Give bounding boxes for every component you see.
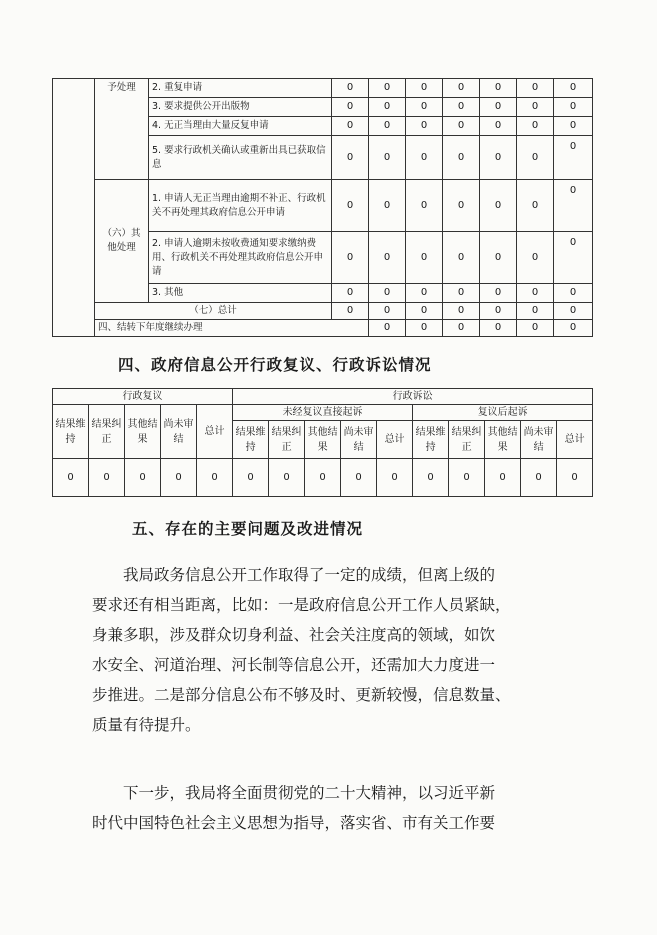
- cell-value: 0: [406, 79, 443, 98]
- cell-value: 0: [554, 303, 593, 320]
- cell-value: 0: [332, 232, 369, 284]
- cell-value: 0: [517, 284, 554, 303]
- row-label: 5. 要求行政机关确认或重新出具已获取信息: [149, 136, 332, 180]
- cell-value: 0: [517, 320, 554, 337]
- cell-value: 0: [406, 117, 443, 136]
- cell-value: 0: [480, 79, 517, 98]
- paragraph-line: 步推进。二是部分信息公布不够及时、更新较慢，信息数量、: [92, 686, 511, 704]
- cell-value: 0: [369, 180, 406, 232]
- cell-value: 0: [517, 180, 554, 232]
- cell-value: 0: [554, 232, 593, 284]
- table-row: [53, 459, 593, 497]
- column-header: 结果维持: [233, 421, 269, 459]
- category-label: 予处理: [95, 79, 149, 180]
- column-header: 结果维持: [53, 405, 89, 459]
- cell-value: 0: [480, 232, 517, 284]
- cell-value: 0: [406, 180, 443, 232]
- paragraph-line: 下一步，我局将全面贯彻党的二十大精神，以习近平新: [123, 784, 496, 802]
- cell-value: 0: [233, 459, 269, 497]
- cell-value: 0: [443, 320, 480, 337]
- cell-value: 0: [369, 79, 406, 98]
- cell-value: 0: [406, 303, 443, 320]
- row-label: 3. 要求提供公开出版物: [149, 98, 332, 117]
- cell-value: 0: [517, 98, 554, 117]
- column-header: 总计: [377, 421, 413, 459]
- carry-over-row: [53, 320, 593, 337]
- column-header: 总计: [557, 421, 593, 459]
- row-label: 2. 重复申请: [149, 79, 332, 98]
- cell-value: 0: [305, 459, 341, 497]
- section5-heading: 五、存在的主要问题及改进情况: [132, 520, 364, 538]
- table-header-row: [53, 389, 593, 405]
- total-row: [53, 303, 593, 320]
- paragraph-line: 要求还有相当距离，比如：一是政府信息公开工作人员紧缺，: [92, 596, 511, 614]
- admin-review-header: 行政复议: [53, 389, 233, 405]
- paragraph-line: 我局政务信息公开工作取得了一定的成绩，但离上级的: [123, 566, 496, 584]
- cell-value: 0: [53, 459, 89, 497]
- table-row: [53, 180, 593, 232]
- cell-value: 0: [443, 284, 480, 303]
- cell-value: 0: [517, 232, 554, 284]
- table-row: [53, 79, 593, 98]
- cell-value: 0: [443, 98, 480, 117]
- cell-value: 0: [449, 459, 485, 497]
- cell-value: 0: [332, 117, 369, 136]
- carry-over-label: 四、结转下年度继续办理: [95, 320, 369, 337]
- paragraph-line: 质量有待提升。: [92, 716, 201, 734]
- column-header: 其他结果: [305, 421, 341, 459]
- cell-value: 0: [332, 79, 369, 98]
- left-spanning-cell: [53, 79, 95, 337]
- cell-value: 0: [554, 79, 593, 98]
- column-header: 结果纠正: [449, 421, 485, 459]
- category-label: （六）其他处理: [95, 180, 149, 303]
- cell-value: 0: [197, 459, 233, 497]
- cell-value: 0: [369, 232, 406, 284]
- row-label: 1. 申请人无正当理由逾期不补正、行政机关不再处理其政府信息公开申请: [149, 180, 332, 232]
- cell-value: 0: [413, 459, 449, 497]
- cell-value: 0: [332, 284, 369, 303]
- cell-value: 0: [332, 136, 369, 180]
- column-header: 尚未审结: [341, 421, 377, 459]
- section4-heading: 四、政府信息公开行政复议、行政诉讼情况: [118, 356, 432, 374]
- cell-value: 0: [554, 98, 593, 117]
- cell-value: 0: [332, 98, 369, 117]
- cell-value: 0: [406, 284, 443, 303]
- row-label: 4. 无正当理由大量反复申请: [149, 117, 332, 136]
- paragraph-line: 水安全、河道治理、河长制等信息公开，还需加大力度进一: [92, 656, 496, 674]
- column-header: 结果纠正: [89, 405, 125, 459]
- cell-value: 0: [161, 459, 197, 497]
- cell-value: 0: [369, 136, 406, 180]
- cell-value: 0: [89, 459, 125, 497]
- column-header: 结果纠正: [269, 421, 305, 459]
- paragraph-next-steps: [92, 778, 554, 838]
- cell-value: 0: [406, 232, 443, 284]
- cell-value: 0: [406, 320, 443, 337]
- cell-value: 0: [517, 136, 554, 180]
- paragraph-line: 身兼多职，涉及群众切身利益、社会关注度高的领域，如饮: [92, 626, 496, 644]
- cell-value: 0: [480, 117, 517, 136]
- cell-value: 0: [406, 136, 443, 180]
- table-header-row: [53, 405, 593, 421]
- cell-value: 0: [369, 284, 406, 303]
- cell-value: 0: [554, 117, 593, 136]
- cell-value: 0: [269, 459, 305, 497]
- direct-suit-header: 未经复议直接起诉: [233, 405, 413, 421]
- cell-value: 0: [332, 303, 369, 320]
- column-header: 其他结果: [485, 421, 521, 459]
- cell-value: 0: [443, 136, 480, 180]
- row-label: 3. 其他: [149, 284, 332, 303]
- cell-value: 0: [369, 303, 406, 320]
- cell-value: 0: [554, 284, 593, 303]
- cell-value: 0: [369, 320, 406, 337]
- cell-value: 0: [406, 98, 443, 117]
- application-handling-table: [52, 78, 593, 337]
- cell-value: 0: [480, 303, 517, 320]
- cell-value: 0: [554, 136, 593, 180]
- cell-value: 0: [554, 180, 593, 232]
- cell-value: 0: [443, 232, 480, 284]
- column-header: 总计: [197, 405, 233, 459]
- cell-value: 0: [480, 320, 517, 337]
- admin-litigation-header: 行政诉讼: [233, 389, 593, 405]
- cell-value: 0: [369, 98, 406, 117]
- column-header: 尚未审结: [161, 405, 197, 459]
- paragraph-line: 时代中国特色社会主义思想为指导，落实省、市有关工作要: [92, 814, 496, 832]
- cell-value: 0: [517, 117, 554, 136]
- total-label: （七）总计: [95, 303, 332, 320]
- column-header: 尚未审结: [521, 421, 557, 459]
- cell-value: 0: [557, 459, 593, 497]
- cell-value: 0: [554, 320, 593, 337]
- column-header: 其他结果: [125, 405, 161, 459]
- cell-value: 0: [480, 180, 517, 232]
- cell-value: 0: [480, 284, 517, 303]
- cell-value: 0: [443, 117, 480, 136]
- cell-value: 0: [125, 459, 161, 497]
- cell-value: 0: [369, 117, 406, 136]
- column-header: 结果维持: [413, 421, 449, 459]
- cell-value: 0: [480, 136, 517, 180]
- paragraph-problems: [92, 560, 554, 740]
- cell-value: 0: [332, 180, 369, 232]
- after-review-header: 复议后起诉: [413, 405, 593, 421]
- cell-value: 0: [377, 459, 413, 497]
- cell-value: 0: [443, 180, 480, 232]
- cell-value: 0: [517, 79, 554, 98]
- cell-value: 0: [341, 459, 377, 497]
- row-label: 2. 申请人逾期未按收费通知要求缴纳费用、行政机关不再处理其政府信息公开申请: [149, 232, 332, 284]
- cell-value: 0: [521, 459, 557, 497]
- cell-value: 0: [443, 79, 480, 98]
- cell-value: 0: [517, 303, 554, 320]
- cell-value: 0: [485, 459, 521, 497]
- review-litigation-table: [52, 388, 593, 497]
- cell-value: 0: [443, 303, 480, 320]
- cell-value: 0: [480, 98, 517, 117]
